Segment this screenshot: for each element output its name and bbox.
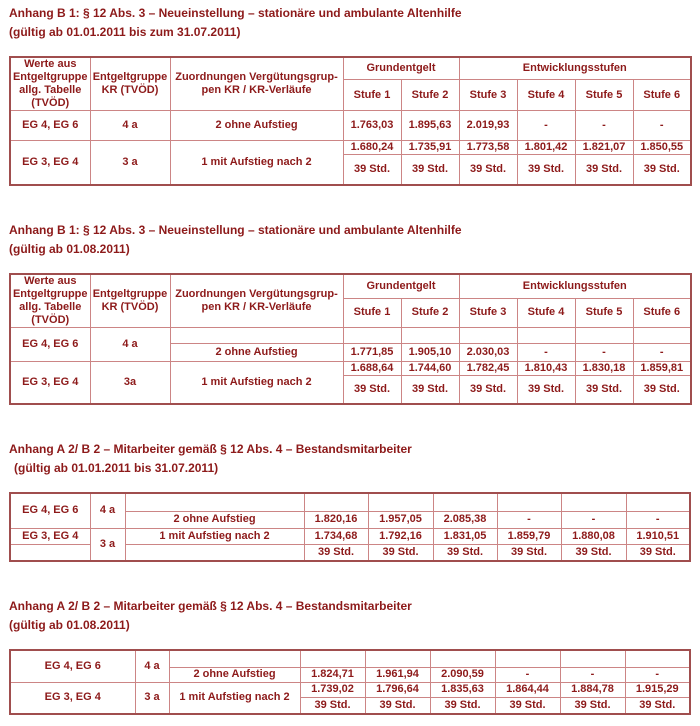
cell-value: 2.019,93 (459, 111, 517, 141)
cell-eg-group: EG 4, EG 6 (10, 493, 90, 528)
header-entgeltgruppe-kr: Entgeltgruppe KR (TVÖD) (90, 274, 170, 328)
empty-cell (304, 493, 368, 511)
empty-cell (368, 493, 433, 511)
cell-std: 39 Std. (300, 697, 365, 714)
table-bestandsmitarbeiter-h1-2011 (9, 492, 691, 562)
empty-cell (626, 493, 690, 511)
cell-value: 1.782,45 (459, 361, 517, 375)
section-anhang-b1-h1-2011 (9, 4, 700, 186)
cell-std: 39 Std. (433, 544, 497, 561)
empty-cell (459, 327, 517, 343)
cell-std: 39 Std. (625, 697, 690, 714)
cell-value: - (626, 511, 690, 528)
cell-std: 39 Std. (575, 155, 633, 185)
section-title: Anhang A 2/ B 2 – Mitarbeiter gemäß § 12 Abs. 4 – Bestandsmitarbeiter (9, 442, 412, 456)
cell-kr-group: 4 a (90, 493, 125, 528)
cell-value: 1.744,60 (401, 361, 459, 375)
cell-value: - (633, 111, 691, 141)
empty-cell (365, 650, 430, 667)
cell-std: 39 Std. (368, 544, 433, 561)
cell-eg-group: EG 3, EG 4 (10, 682, 135, 714)
empty-cell (625, 650, 690, 667)
section-subtitle: (gültig ab 01.08.2011) (9, 241, 130, 256)
header-stufe: Stufe 6 (633, 80, 691, 111)
cell-value: 1.880,08 (561, 528, 626, 544)
cell-value: 1.739,02 (300, 682, 365, 697)
cell-eg-group: EG 3, EG 4 (10, 528, 90, 544)
cell-eg-group: EG 3, EG 4 (10, 141, 90, 185)
empty-cell (170, 327, 343, 343)
empty-cell (560, 650, 625, 667)
cell-std: 39 Std. (401, 155, 459, 185)
cell-value: 1.835,63 (430, 682, 495, 697)
cell-eg-group: EG 3, EG 4 (10, 361, 90, 404)
cell-kr-group: 4 a (135, 650, 169, 682)
section-title: Anhang A 2/ B 2 – Mitarbeiter gemäß § 12 Abs. 4 – Bestandsmitarbeiter (9, 599, 412, 613)
cell-zuordnung: 1 mit Aufstieg nach 2 (170, 361, 343, 404)
cell-value: 1.796,64 (365, 682, 430, 697)
cell-value: - (495, 667, 560, 682)
cell-value: 1.895,63 (401, 111, 459, 141)
cell-value: 1.773,58 (459, 141, 517, 155)
header-stufe: Stufe 5 (575, 298, 633, 327)
cell-value: - (575, 111, 633, 141)
empty-cell (497, 493, 561, 511)
section-subtitle: (gültig ab 01.01.2011 bis 31.07.2011) (14, 461, 219, 475)
cell-std: 39 Std. (626, 544, 690, 561)
cell-value: 2.085,38 (433, 511, 497, 528)
cell-std: 39 Std. (430, 697, 495, 714)
empty-cell (430, 650, 495, 667)
header-stufe: Stufe 6 (633, 298, 691, 327)
cell-value: - (625, 667, 690, 682)
cell-zuordnung: 2 ohne Aufstieg (125, 511, 304, 528)
header-entwicklungsstufen: Entwicklungsstufen (459, 274, 691, 299)
empty-cell (633, 327, 691, 343)
empty-cell (495, 650, 560, 667)
section-anhang-b1-h2-2011 (9, 221, 700, 406)
empty-cell (169, 650, 300, 667)
empty-cell (343, 327, 401, 343)
cell-std: 39 Std. (561, 544, 626, 561)
section-subtitle: (gültig ab 01.01.2011 bis zum 31.07.2011) (9, 25, 241, 39)
header-zuordnungen: Zuordnungen Vergütungsgrup-pen KR / KR-Verläufe (170, 274, 343, 328)
cell-value: - (561, 511, 626, 528)
cell-value: 1.820,16 (304, 511, 368, 528)
cell-value: 1.957,05 (368, 511, 433, 528)
cell-std: 39 Std. (365, 697, 430, 714)
cell-std: 39 Std. (517, 155, 575, 185)
cell-value: 1.864,44 (495, 682, 560, 697)
cell-value: - (517, 111, 575, 141)
empty-cell (125, 544, 304, 561)
cell-eg-group: EG 4, EG 6 (10, 111, 90, 141)
cell-kr-group: 3 a (90, 141, 170, 185)
cell-std: 39 Std. (517, 375, 575, 404)
cell-zuordnung: 1 mit Aufstieg nach 2 (169, 682, 300, 714)
cell-value: 1.792,16 (368, 528, 433, 544)
section-anhang-a2b2-h2-2011 (9, 597, 700, 715)
cell-zuordnung: 1 mit Aufstieg nach 2 (170, 141, 343, 185)
cell-eg-group: EG 4, EG 6 (10, 650, 135, 682)
empty-cell (575, 327, 633, 343)
cell-value: - (497, 511, 561, 528)
section-title: Anhang B 1: § 12 Abs. 3 – Neueinstellung – stationäre und ambulante Altenhilfe (9, 6, 462, 20)
cell-value: 2.090,59 (430, 667, 495, 682)
header-grundentgelt: Grundentgelt (343, 57, 459, 80)
cell-value: 1.910,51 (626, 528, 690, 544)
empty-cell (401, 327, 459, 343)
cell-zuordnung: 2 ohne Aufstieg (170, 343, 343, 361)
cell-std: 39 Std. (304, 544, 368, 561)
cell-std: 39 Std. (495, 697, 560, 714)
cell-zuordnung: 2 ohne Aufstieg (170, 111, 343, 141)
cell-std: 39 Std. (633, 375, 691, 404)
cell-value: 1.680,24 (343, 141, 401, 155)
cell-value: 1.961,94 (365, 667, 430, 682)
cell-value: - (575, 343, 633, 361)
cell-zuordnung: 2 ohne Aufstieg (169, 667, 300, 682)
cell-kr-group: 3 a (90, 528, 125, 561)
cell-kr-group: 3 a (135, 682, 169, 714)
cell-value: 1.859,81 (633, 361, 691, 375)
header-stufe: Stufe 4 (517, 298, 575, 327)
cell-value: 1.735,91 (401, 141, 459, 155)
cell-value: - (633, 343, 691, 361)
cell-zuordnung: 1 mit Aufstieg nach 2 (125, 528, 304, 544)
header-zuordnungen: Zuordnungen Vergütungsgrup-pen KR / KR-Verläufe (170, 57, 343, 111)
cell-value: 1.859,79 (497, 528, 561, 544)
cell-kr-group: 3a (90, 361, 170, 404)
cell-std: 39 Std. (459, 155, 517, 185)
section-subtitle: (gültig ab 01.08.2011) (9, 618, 130, 632)
cell-value: 1.688,64 (343, 361, 401, 375)
cell-value: 1.824,71 (300, 667, 365, 682)
section-anhang-a2b2-h1-2011 (9, 440, 700, 562)
cell-value: 1.830,18 (575, 361, 633, 375)
header-stufe: Stufe 3 (459, 298, 517, 327)
header-stufe: Stufe 1 (343, 80, 401, 111)
section-title: Anhang B 1: § 12 Abs. 3 – Neueinstellung – stationäre und ambulante Altenhilfe (9, 222, 462, 237)
cell-value: - (560, 667, 625, 682)
cell-std: 39 Std. (560, 697, 625, 714)
cell-kr-group: 4 a (90, 327, 170, 361)
cell-value: 1.905,10 (401, 343, 459, 361)
cell-eg-group: EG 4, EG 6 (10, 327, 90, 361)
cell-std: 39 Std. (401, 375, 459, 404)
cell-std: 39 Std. (497, 544, 561, 561)
cell-value: 1.771,85 (343, 343, 401, 361)
cell-value: 1.810,43 (517, 361, 575, 375)
empty-cell (517, 327, 575, 343)
cell-value: 1.850,55 (633, 141, 691, 155)
cell-std: 39 Std. (459, 375, 517, 404)
header-werte-aus: Werte aus Entgeltgruppe allg. Tabelle (TVÖD) (10, 274, 90, 328)
cell-value: - (517, 343, 575, 361)
header-grundentgelt: Grundentgelt (343, 274, 459, 299)
cell-value: 1.734,68 (304, 528, 368, 544)
cell-value: 1.801,42 (517, 141, 575, 155)
header-entgeltgruppe-kr: Entgeltgruppe KR (TVÖD) (90, 57, 170, 111)
empty-cell (561, 493, 626, 511)
empty-cell (300, 650, 365, 667)
header-stufe: Stufe 3 (459, 80, 517, 111)
cell-value: 1.831,05 (433, 528, 497, 544)
cell-value: 1.884,78 (560, 682, 625, 697)
empty-cell (433, 493, 497, 511)
table-bestandsmitarbeiter-h2-2011 (9, 649, 691, 715)
table-neueinstellung-h2-2011 (9, 273, 692, 406)
cell-std: 39 Std. (343, 155, 401, 185)
table-neueinstellung-h1-2011 (9, 56, 692, 186)
cell-value: 1.763,03 (343, 111, 401, 141)
cell-std: 39 Std. (575, 375, 633, 404)
header-stufe: Stufe 5 (575, 80, 633, 111)
header-entwicklungsstufen: Entwicklungsstufen (459, 57, 691, 80)
header-stufe: Stufe 2 (401, 298, 459, 327)
header-werte-aus: Werte aus Entgeltgruppe allg. Tabelle (TVÖD) (10, 57, 90, 111)
cell-std: 39 Std. (343, 375, 401, 404)
cell-value: 1.821,07 (575, 141, 633, 155)
header-stufe: Stufe 4 (517, 80, 575, 111)
cell-value: 2.030,03 (459, 343, 517, 361)
empty-cell (10, 544, 90, 561)
header-stufe: Stufe 2 (401, 80, 459, 111)
cell-kr-group: 4 a (90, 111, 170, 141)
cell-std: 39 Std. (633, 155, 691, 185)
empty-cell (125, 493, 304, 511)
header-stufe: Stufe 1 (343, 298, 401, 327)
cell-value: 1.915,29 (625, 682, 690, 697)
